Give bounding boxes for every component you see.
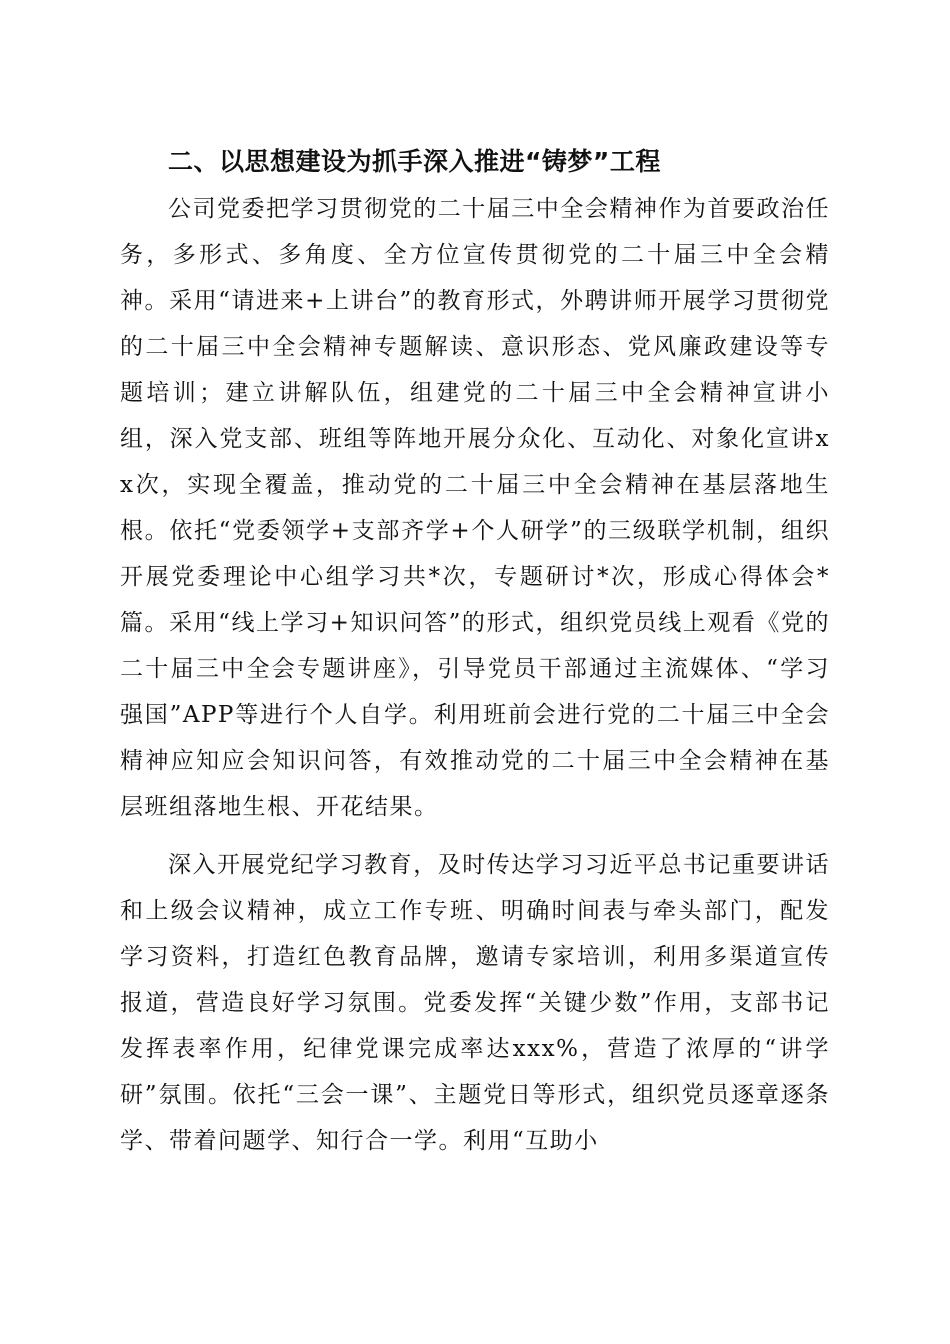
document-body bbox=[120, 140, 830, 1164]
section-heading: 二、以思想建设为抓手深入推进“铸梦”工程 bbox=[168, 147, 661, 176]
paragraph: 公司党委把学习贯彻党的二十届三中全会精神作为首要政治任务，多形式、多角度、全方位宣传贯彻党的二十届三中全会精神。采用“请进来+上讲台”的教育形式，外聘讲师开展学习贯彻党的二十届三中全会精神专题解读、意识形态、党风廉政建设等专题培训；建立讲解队伍，组建党的二十届三中全会精神宣讲小组，深入党支部、班组等阵地开展分众化、互动化、对象化宣讲xx次，实现全覆盖，推动党的二十届三中全会精神在基层落地生根。依托“党委领学+支部齐学+个人研学”的三级联学机制，组织开展党委理论中心组学习共*次，专题研讨*次，形成心得体会*篇。采用“线上学习+知识问答”的形式，组织党员线上观看《党的二十届三中全会专题讲座》，引导党员干部通过主流媒体、“学习强国”APP等进行个人自学。利用班前会进行党的二十届三中全会精神应知应会知识问答，有效推动党的二十届三中全会精神在基层班组落地生根、开花结果。 bbox=[120, 196, 830, 820]
paragraph: 深入开展党纪学习教育，及时传达学习习近平总书记重要讲话和上级会议精神，成立工作专班、明确时间表与牵头部门，配发学习资料，打造红色教育品牌，邀请专家培训，利用多渠道宣传报道，营造良好学习氛围。党委发挥“关键少数”作用，支部书记发挥表率作用，纪律党课完成率达xxx%，营造了浓厚的“讲学研”氛围。依托“三会一课”、主题党日等形式，组织党员逐章逐条学、带着问题学、知行合一学。利用“互助小 bbox=[120, 852, 830, 1154]
